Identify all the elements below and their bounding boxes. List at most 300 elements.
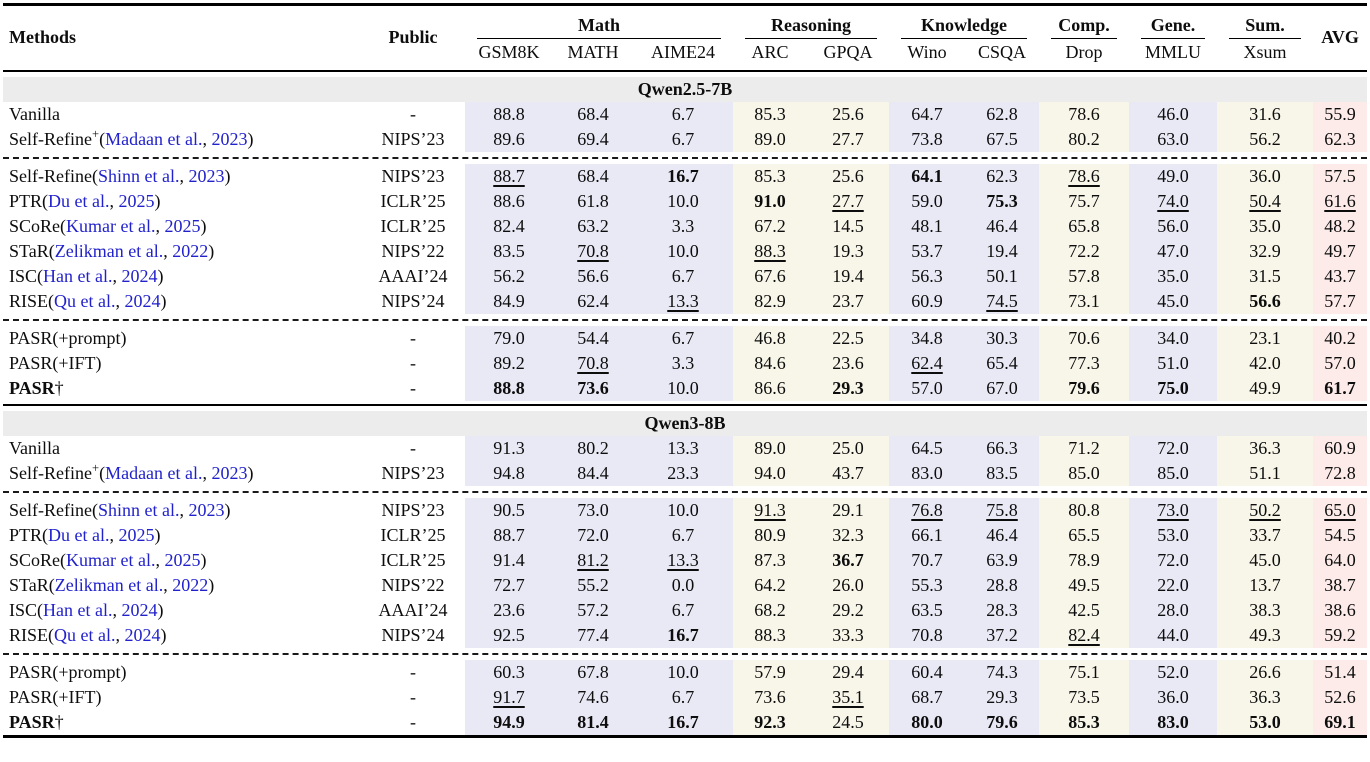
metric-value: 60.4 xyxy=(911,661,943,682)
method-name: Vanilla xyxy=(9,437,60,458)
metric-value: 3.3 xyxy=(671,215,695,236)
metric-value: 33.3 xyxy=(832,624,864,645)
metric-cell xyxy=(465,264,553,289)
metric-cell xyxy=(465,239,553,264)
metric-value: 54.4 xyxy=(577,327,609,348)
results-table xyxy=(3,3,1367,738)
metric-value: 53.0 xyxy=(1157,524,1189,545)
metric-cell xyxy=(1039,102,1129,127)
metric-value: 34.8 xyxy=(911,327,943,348)
metric-cell xyxy=(965,164,1039,189)
metric-cell xyxy=(465,351,553,376)
group-header-reasoning xyxy=(733,5,889,39)
method-cell xyxy=(3,436,361,461)
metric-value: 34.0 xyxy=(1157,327,1189,348)
citation-separator: , xyxy=(202,462,212,483)
metric-cell xyxy=(465,623,553,648)
metric-value: 25.6 xyxy=(832,103,864,124)
citation-link[interactable]: Qu et al. xyxy=(54,290,116,311)
metric-cell xyxy=(733,376,807,401)
metric-cell xyxy=(733,436,807,461)
metric-value: 83.5 xyxy=(493,240,525,261)
metric-cell xyxy=(807,189,889,214)
group-header-label: Knowledge xyxy=(901,14,1027,39)
metric-cell xyxy=(1129,127,1217,152)
metric-value: 85.0 xyxy=(1157,462,1189,483)
metric-value: 64.1 xyxy=(911,165,943,186)
metric-value: 88.6 xyxy=(493,190,525,211)
metric-value: 46.0 xyxy=(1157,103,1189,124)
table-row xyxy=(3,264,1367,289)
metric-value: 22.5 xyxy=(832,327,864,348)
metric-cell xyxy=(633,573,733,598)
metric-value: 91.7 xyxy=(493,686,525,707)
public-venue-cell: - xyxy=(410,437,416,458)
citation-year-link[interactable]: 2022 xyxy=(172,240,209,261)
group-header-label: Sum. xyxy=(1229,14,1301,39)
group-header-math xyxy=(465,5,733,39)
metric-cell xyxy=(553,351,633,376)
metric-cell xyxy=(1217,685,1313,710)
metric-value: 38.6 xyxy=(1324,599,1356,620)
metric-cell xyxy=(1217,710,1313,737)
col-header-wino: Wino xyxy=(889,39,965,71)
method-cell xyxy=(3,598,361,623)
section-header-row xyxy=(3,77,1367,102)
public-venue-cell: - xyxy=(410,686,416,707)
metric-cell xyxy=(1039,498,1129,523)
metric-value: 61.8 xyxy=(577,190,609,211)
metric-cell xyxy=(807,436,889,461)
metric-cell xyxy=(465,573,553,598)
metric-value: 68.4 xyxy=(577,165,609,186)
metric-cell xyxy=(1217,214,1313,239)
metric-cell xyxy=(889,436,965,461)
metric-value: 60.9 xyxy=(911,290,943,311)
table-header xyxy=(3,5,1367,71)
metric-value: 30.3 xyxy=(986,327,1018,348)
citation-close-paren: ) xyxy=(247,128,254,149)
citation-link[interactable]: Kumar et al. xyxy=(66,215,156,236)
metric-value: 51.1 xyxy=(1249,462,1281,483)
method-name: PASR(+prompt) xyxy=(9,327,127,348)
metric-value: 50.4 xyxy=(1249,190,1281,211)
citation-year-link[interactable]: 2024 xyxy=(121,599,158,620)
metric-value: 52.0 xyxy=(1157,661,1189,682)
method-cell xyxy=(3,660,361,685)
metric-cell xyxy=(733,264,807,289)
metric-value: 73.5 xyxy=(1068,686,1100,707)
metric-value: 67.2 xyxy=(754,215,786,236)
metric-value: 13.3 xyxy=(667,290,699,311)
metric-value: 48.1 xyxy=(911,215,943,236)
table-row xyxy=(3,598,1367,623)
metric-cell xyxy=(1313,264,1367,289)
method-name: PASR(+prompt) xyxy=(9,661,127,682)
metric-value: 23.1 xyxy=(1249,327,1281,348)
metric-cell xyxy=(733,573,807,598)
metric-value: 72.0 xyxy=(1157,437,1189,458)
metric-cell xyxy=(733,548,807,573)
citation-year-link[interactable]: 2024 xyxy=(121,265,158,286)
metric-value: 46.8 xyxy=(754,327,786,348)
metric-cell xyxy=(633,436,733,461)
metric-value: 63.9 xyxy=(986,549,1018,570)
metric-cell xyxy=(1313,461,1367,486)
metric-cell xyxy=(1039,598,1129,623)
metric-cell xyxy=(633,461,733,486)
citation-open-paren: ( xyxy=(99,128,106,149)
metric-cell xyxy=(465,436,553,461)
metric-value: 13.7 xyxy=(1249,574,1281,595)
method-name: PASR(+IFT) xyxy=(9,686,102,707)
method-name: Self-Refine xyxy=(9,128,92,149)
metric-value: 63.5 xyxy=(911,599,943,620)
metric-value: 84.4 xyxy=(577,462,609,483)
metric-value: 63.2 xyxy=(577,215,609,236)
metric-value: 57.8 xyxy=(1068,265,1100,286)
table-row xyxy=(3,461,1367,486)
table-row xyxy=(3,289,1367,314)
metric-value: 6.7 xyxy=(671,686,695,707)
public-venue-cell: ICLR’25 xyxy=(380,215,446,236)
metric-value: 80.2 xyxy=(1068,128,1100,149)
metric-value: 14.5 xyxy=(832,215,864,236)
metric-value: 70.8 xyxy=(577,240,609,261)
method-cell xyxy=(3,623,361,648)
metric-value: 92.5 xyxy=(493,624,525,645)
metric-value: 22.0 xyxy=(1157,574,1189,595)
metric-cell xyxy=(1129,598,1217,623)
metric-cell xyxy=(1129,548,1217,573)
citation-year-link[interactable]: 2023 xyxy=(188,165,225,186)
metric-cell xyxy=(1217,127,1313,152)
metric-cell xyxy=(633,598,733,623)
group-header-knowledge xyxy=(889,5,1039,39)
metric-value: 46.4 xyxy=(986,524,1018,545)
citation-close-paren: ) xyxy=(208,574,215,595)
citation-link[interactable]: Shinn et al. xyxy=(97,165,180,186)
metric-cell xyxy=(889,623,965,648)
metric-cell xyxy=(965,598,1039,623)
metric-cell xyxy=(889,351,965,376)
metric-value: 69.1 xyxy=(1324,711,1356,732)
metric-cell xyxy=(965,376,1039,401)
dashed-divider xyxy=(3,486,1367,498)
metric-value: 89.0 xyxy=(754,128,786,149)
metric-cell xyxy=(807,164,889,189)
metric-value: 88.7 xyxy=(493,165,525,186)
metric-cell xyxy=(807,102,889,127)
citation-open-paren: ( xyxy=(42,524,49,545)
metric-value: 59.2 xyxy=(1324,624,1356,645)
metric-cell xyxy=(965,573,1039,598)
metric-value: 60.9 xyxy=(1324,437,1356,458)
metric-value: 64.0 xyxy=(1324,549,1356,570)
metric-value: 25.6 xyxy=(832,165,864,186)
dashed-divider xyxy=(3,648,1367,660)
metric-value: 57.7 xyxy=(1324,290,1356,311)
metric-cell xyxy=(1039,127,1129,152)
metric-value: 29.2 xyxy=(832,599,864,620)
citation-separator: , xyxy=(112,599,122,620)
citation-link[interactable]: Zelikman et al. xyxy=(54,240,164,261)
group-header-sum xyxy=(1217,5,1313,39)
citation-year-link[interactable]: 2024 xyxy=(124,290,161,311)
table-row xyxy=(3,164,1367,189)
citation-year-link[interactable]: 2023 xyxy=(211,462,248,483)
dashed-divider-cell xyxy=(3,648,1367,660)
metric-cell xyxy=(733,239,807,264)
metric-cell xyxy=(733,710,807,737)
citation-year-link[interactable]: 2023 xyxy=(188,499,225,520)
table-row xyxy=(3,214,1367,239)
table-row xyxy=(3,548,1367,573)
method-cell xyxy=(3,189,361,214)
metric-cell xyxy=(733,461,807,486)
metric-cell xyxy=(465,289,553,314)
metric-cell xyxy=(807,264,889,289)
metric-value: 51.0 xyxy=(1157,352,1189,373)
metric-cell xyxy=(1313,164,1367,189)
metric-cell xyxy=(807,289,889,314)
table-row xyxy=(3,660,1367,685)
metric-cell xyxy=(1039,623,1129,648)
metric-value: 49.5 xyxy=(1068,574,1100,595)
metric-cell xyxy=(965,239,1039,264)
method-cell xyxy=(3,102,361,127)
citation-open-paren: ( xyxy=(60,215,67,236)
metric-cell xyxy=(1313,189,1367,214)
col-header-arc: ARC xyxy=(733,39,807,71)
metric-cell xyxy=(553,239,633,264)
citation-year-link[interactable]: 2025 xyxy=(164,215,201,236)
metric-cell xyxy=(553,436,633,461)
metric-value: 78.6 xyxy=(1068,103,1100,124)
citation-open-paren: ( xyxy=(48,290,55,311)
metric-cell xyxy=(733,685,807,710)
citation-close-paren: ) xyxy=(157,599,164,620)
metric-cell xyxy=(807,239,889,264)
col-header-csqa: CSQA xyxy=(965,39,1039,71)
group-header-gene xyxy=(1129,5,1217,39)
metric-value: 79.6 xyxy=(986,711,1018,732)
metric-cell xyxy=(807,598,889,623)
citation-link[interactable]: Zelikman et al. xyxy=(54,574,164,595)
metric-cell xyxy=(889,214,965,239)
metric-cell xyxy=(553,326,633,351)
method-name: SCoRe xyxy=(9,549,61,570)
method-superscript: + xyxy=(91,126,100,141)
table-row xyxy=(3,498,1367,523)
metric-cell xyxy=(1313,523,1367,548)
metric-value: 65.0 xyxy=(1324,499,1356,520)
metric-value: 94.9 xyxy=(493,711,525,732)
col-header-aime24: AIME24 xyxy=(633,39,733,71)
metric-value: 57.0 xyxy=(1324,352,1356,373)
metric-value: 65.8 xyxy=(1068,215,1100,236)
metric-cell xyxy=(965,461,1039,486)
metric-cell xyxy=(553,685,633,710)
citation-link[interactable]: Madaan et al. xyxy=(105,462,203,483)
metric-cell xyxy=(1129,685,1217,710)
metric-cell xyxy=(807,573,889,598)
table-row xyxy=(3,102,1367,127)
metric-cell xyxy=(807,685,889,710)
method-name: Self-Refine xyxy=(9,499,92,520)
metric-value: 74.0 xyxy=(1157,190,1189,211)
citation-year-link[interactable]: 2022 xyxy=(172,574,209,595)
citation-link[interactable]: Han et al. xyxy=(43,265,113,286)
col-header-avg: AVG xyxy=(1313,5,1367,71)
metric-value: 55.3 xyxy=(911,574,943,595)
metric-cell xyxy=(633,376,733,401)
metric-cell xyxy=(553,127,633,152)
method-cell xyxy=(3,127,361,152)
metric-cell xyxy=(1313,376,1367,401)
metric-value: 43.7 xyxy=(832,462,864,483)
metric-cell xyxy=(465,376,553,401)
method-name: STaR xyxy=(9,574,49,595)
metric-value: 56.0 xyxy=(1157,215,1189,236)
citation-close-paren: ) xyxy=(200,215,207,236)
metric-value: 53.7 xyxy=(911,240,943,261)
public-venue-cell: - xyxy=(410,377,416,398)
metric-cell xyxy=(733,523,807,548)
citation-close-paren: ) xyxy=(154,524,161,545)
metric-cell xyxy=(733,164,807,189)
metric-value: 28.3 xyxy=(986,599,1018,620)
metric-value: 64.2 xyxy=(754,574,786,595)
metric-value: 35.0 xyxy=(1249,215,1281,236)
col-header-math: MATH xyxy=(553,39,633,71)
citation-open-paren: ( xyxy=(37,265,44,286)
citation-link[interactable]: Han et al. xyxy=(43,599,113,620)
metric-value: 62.4 xyxy=(911,352,943,373)
citation-open-paren: ( xyxy=(48,574,55,595)
metric-value: 28.0 xyxy=(1157,599,1189,620)
method-name: PASR(+IFT) xyxy=(9,352,102,373)
metric-value: 89.0 xyxy=(754,437,786,458)
metric-value: 82.9 xyxy=(754,290,786,311)
metric-value: 82.4 xyxy=(493,215,525,236)
metric-cell xyxy=(1039,573,1129,598)
metric-cell xyxy=(1217,548,1313,573)
citation-link[interactable]: Shinn et al. xyxy=(97,499,180,520)
metric-cell xyxy=(1129,239,1217,264)
citation-open-paren: ( xyxy=(42,190,49,211)
metric-cell xyxy=(1313,127,1367,152)
metric-value: 88.7 xyxy=(493,524,525,545)
metric-value: 63.0 xyxy=(1157,128,1189,149)
metric-value: 64.7 xyxy=(911,103,943,124)
metric-value: 62.3 xyxy=(986,165,1018,186)
metric-value: 88.3 xyxy=(754,624,786,645)
metric-value: 84.9 xyxy=(493,290,525,311)
metric-cell xyxy=(1129,623,1217,648)
citation-year-link[interactable]: 2023 xyxy=(211,128,248,149)
metric-cell xyxy=(889,239,965,264)
metric-cell xyxy=(807,548,889,573)
metric-value: 56.2 xyxy=(493,265,525,286)
metric-cell xyxy=(965,523,1039,548)
method-name: RISE xyxy=(9,290,49,311)
metric-cell xyxy=(1217,264,1313,289)
metric-value: 35.1 xyxy=(832,686,864,707)
metric-cell xyxy=(1217,660,1313,685)
metric-value: 88.3 xyxy=(754,240,786,261)
metric-cell xyxy=(733,289,807,314)
citation-year-link[interactable]: 2025 xyxy=(164,549,201,570)
metric-cell xyxy=(965,264,1039,289)
citation-link[interactable]: Du et al. xyxy=(48,524,110,545)
citation-link[interactable]: Kumar et al. xyxy=(66,549,156,570)
metric-cell xyxy=(1217,239,1313,264)
metric-value: 45.0 xyxy=(1157,290,1189,311)
metric-value: 73.0 xyxy=(1157,499,1189,520)
metric-value: 84.6 xyxy=(754,352,786,373)
metric-cell xyxy=(1129,326,1217,351)
metric-cell xyxy=(1313,685,1367,710)
metric-cell xyxy=(1313,573,1367,598)
group-header-label: Math xyxy=(477,14,721,39)
metric-value: 80.2 xyxy=(577,437,609,458)
metric-value: 90.5 xyxy=(493,499,525,520)
metric-cell xyxy=(553,598,633,623)
table-row xyxy=(3,573,1367,598)
metric-value: 23.7 xyxy=(832,290,864,311)
citation-link[interactable]: Madaan et al. xyxy=(105,128,203,149)
metric-value: 67.6 xyxy=(754,265,786,286)
citation-link[interactable]: Du et al. xyxy=(48,190,110,211)
metric-value: 81.4 xyxy=(577,711,609,732)
citation-year-link[interactable]: 2025 xyxy=(118,190,155,211)
metric-cell xyxy=(1129,376,1217,401)
metric-value: 49.3 xyxy=(1249,624,1281,645)
metric-value: 43.7 xyxy=(1324,265,1356,286)
citation-open-paren: ( xyxy=(99,462,106,483)
metric-value: 25.0 xyxy=(832,437,864,458)
metric-value: 86.6 xyxy=(754,377,786,398)
metric-value: 75.7 xyxy=(1068,190,1100,211)
metric-value: 65.4 xyxy=(986,352,1018,373)
metric-value: 68.7 xyxy=(911,686,943,707)
metric-cell xyxy=(633,289,733,314)
metric-cell xyxy=(465,548,553,573)
citation-link[interactable]: Qu et al. xyxy=(54,624,116,645)
metric-cell xyxy=(1217,461,1313,486)
metric-cell xyxy=(1129,189,1217,214)
metric-cell xyxy=(553,264,633,289)
group-header-comp xyxy=(1039,5,1129,39)
citation-close-paren: ) xyxy=(160,290,167,311)
metric-cell xyxy=(889,660,965,685)
metric-value: 16.7 xyxy=(667,711,699,732)
metric-cell xyxy=(1039,264,1129,289)
citation-year-link[interactable]: 2025 xyxy=(118,524,155,545)
metric-value: 28.8 xyxy=(986,574,1018,595)
metric-cell xyxy=(1129,214,1217,239)
metric-cell xyxy=(553,548,633,573)
method-name: PTR xyxy=(9,524,43,545)
metric-value: 55.2 xyxy=(577,574,609,595)
metric-cell xyxy=(553,498,633,523)
metric-cell xyxy=(965,102,1039,127)
metric-cell xyxy=(1217,164,1313,189)
metric-value: 68.4 xyxy=(577,103,609,124)
metric-cell xyxy=(1129,436,1217,461)
citation-year-link[interactable]: 2024 xyxy=(124,624,161,645)
